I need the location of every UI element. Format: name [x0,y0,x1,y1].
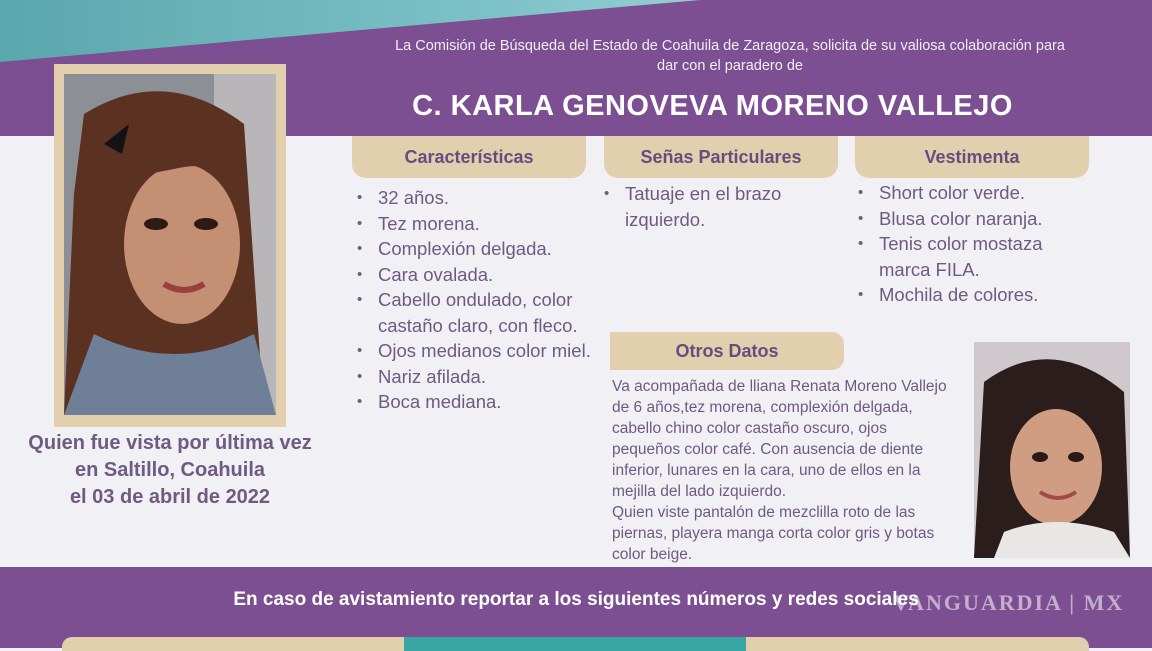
list-item: • Tez morena. [357,211,607,237]
otros-paragraph-1: Va acompañada de lliana Renata Moreno Vallejo de 6 años,tez morena, complexión delgada, cabello chino color castaño oscuro, ojos pequeños color café. Con ausencia de diente inferior, lunares en la cara, uno de ellos en la mejilla del lado izquierdo. [612,378,947,500]
watermark: VANGUARDIA | MX [893,590,1125,615]
list-item: • Complexión delgada. [357,236,607,262]
missing-person-photo [64,74,276,415]
list-item: • Boca mediana. [357,389,607,415]
last-seen-line-2: en Saltillo, Coahuila [74,459,266,481]
last-seen-info [0,430,340,511]
list-item: • Cabello ondulado, color castaño claro, con fleco. [357,287,607,338]
missing-person-name: C. KARLA GENOVEVA MORENO VALLEJO [412,90,1013,122]
otros-datos-text [612,376,952,565]
tab-senas-particulares: Señas Particulares [604,136,838,178]
tab-caracteristicas: Características [352,136,586,178]
list-item: • Short color verde. [858,180,1078,206]
list-item: • Tatuaje en el brazo izquierdo. [604,181,826,232]
list-item: • Ojos medianos color miel. [357,338,607,364]
companion-child-photo [974,342,1130,558]
report-instructions: En caso de avistamiento reportar a los siguientes números y redes sociales [233,589,919,610]
list-item: • Blusa color naranja. [858,206,1078,232]
tab-otros-datos: Otros Datos [610,332,844,370]
list-item: • Nariz afilada. [357,364,607,390]
senas-list [604,181,826,232]
list-item: • 32 años. [357,185,607,211]
otros-paragraph-2: Quien viste pantalón de mezclilla roto de las piernas, playera manga corta color gris y botas color beige. [612,504,935,563]
last-seen-line-3: el 03 de abril de 2022 [69,486,271,508]
caracteristicas-list [357,185,607,415]
vestimenta-list [858,180,1078,308]
contact-bar-left [62,637,404,651]
last-seen-line-1: Quien fue vista por última vez [28,432,312,454]
list-item: • Cara ovalada. [357,262,607,288]
contact-bar-middle [404,637,746,651]
tab-vestimenta: Vestimenta [855,136,1089,178]
list-item: • Mochila de colores. [858,282,1078,308]
header-intro: La Comisión de Búsqueda del Estado de Coahuila de Zaragoza, solicita de su valiosa colaboración para dar con el paradero de [395,38,1065,74]
contact-bar-right [746,637,1089,651]
list-item: • Tenis color mostaza marca FILA. [858,231,1078,282]
